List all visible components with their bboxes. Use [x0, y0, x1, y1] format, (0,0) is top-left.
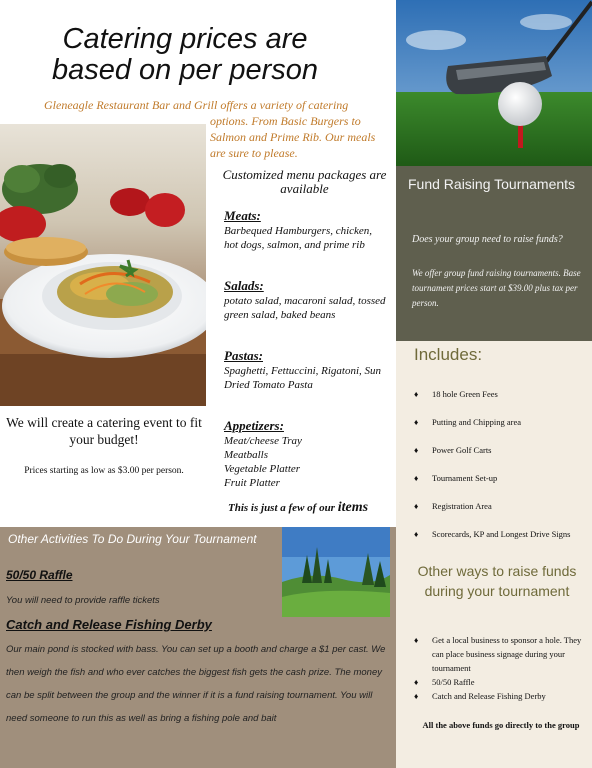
appetizers-heading: Appetizers:	[224, 418, 284, 433]
includes-item: ♦ Putting and Chipping area	[414, 417, 522, 427]
bullet-icon: ♦	[414, 691, 419, 701]
fundraising-panel	[396, 166, 592, 341]
budget-headline: We will create a catering event to fit your budget!	[6, 415, 202, 447]
fishing-derby-text: Our main pond is stocked with bass. You can set up a booth and charge a $1 per cast. We then weigh the fish and who ever catches the biggest fish gets the cash prize. The money can be split between the group and the winner if it is a fund raising tournament. You will need someone to run this as well as bring a fishing pole and bait	[6, 644, 386, 724]
menu-section-pastas	[224, 348, 388, 392]
bullet-icon: ♦	[414, 529, 419, 539]
bullet-icon: ♦	[414, 677, 419, 687]
pastas-text: Spaghetti, Fettuccini, Rigatoni, Sun Dried Tomato Pasta	[224, 365, 382, 391]
appetizer-item: Vegetable Platter	[224, 463, 301, 475]
fundraising-title: Fund Raising Tournaments	[408, 176, 576, 192]
page-headline	[30, 24, 340, 86]
fishing-derby-title: Catch and Release Fishing Derby	[6, 617, 212, 632]
other-ways-item: ♦ 50/50 Raffle	[414, 677, 475, 687]
appetizer-item: Fruit Platter	[224, 477, 280, 489]
salads-heading: Salads:	[224, 278, 264, 293]
all-funds-note: All the above funds go directly to the group	[422, 720, 580, 730]
bullet-icon: ♦	[414, 417, 419, 427]
bullet-icon: ♦	[414, 445, 419, 455]
includes-item: ♦ Scorecards, KP and Longest Drive Signs	[414, 529, 571, 539]
includes-panel	[396, 341, 592, 768]
bullet-icon: ♦	[414, 389, 419, 399]
intro-text: options. From Basic Burgers to Salmon and Prime Rib. Our meals are sure to please.	[210, 114, 376, 160]
menu-section-meats	[224, 208, 388, 252]
headline-line-1: Catering prices are	[62, 23, 308, 55]
appetizer-item: Meatballs	[224, 449, 268, 461]
salads-text: potato salad, macaroni salad, tossed green salad, baked beans	[224, 295, 386, 321]
fundraising-question: Does your group need to raise funds?	[412, 234, 563, 245]
bullet-icon: ♦	[414, 635, 419, 645]
meats-text: Barbequed Hamburgers, chicken, hot dogs, salmon, and prime rib	[224, 225, 373, 251]
includes-heading: Includes:	[414, 345, 483, 364]
other-ways-item: ♦ Get a local business to sponsor a hole. They can place business signage during your tournament	[414, 635, 582, 673]
menu-section-appetizers	[224, 418, 388, 490]
few-items-text: This is just a few of our	[228, 502, 338, 514]
bullet-icon: ♦	[414, 501, 419, 511]
price-from-text: Prices starting as low as $3.00 per person.	[24, 466, 184, 476]
raffle-title: 50/50 Raffle	[6, 568, 73, 582]
menu-packages-heading: Customized menu packages are available	[222, 167, 387, 196]
bullet-icon: ♦	[414, 473, 419, 483]
menu-section-salads	[224, 278, 388, 322]
few-items-note	[228, 500, 398, 516]
includes-item: ♦ Tournament Set-up	[414, 473, 498, 483]
appetizer-item: Meat/cheese Tray	[224, 435, 302, 447]
other-ways-item: ♦ Catch and Release Fishing Derby	[414, 691, 546, 701]
includes-item: ♦ 18 hole Green Fees	[414, 389, 498, 399]
headline-line-2: based on per person	[51, 54, 319, 86]
includes-item: ♦ Power Golf Carts	[414, 445, 492, 455]
food-plate-photo	[0, 124, 206, 406]
activities-heading: Other Activities To Do During Your Tournament	[8, 532, 257, 546]
includes-item: ♦ Registration Area	[414, 501, 492, 511]
few-items-word: items	[337, 500, 369, 515]
other-ways-heading: Other ways to raise funds during your tournament	[417, 563, 577, 599]
raffle-text: You will need to provide raffle tickets	[6, 595, 160, 606]
intro-line-1: Gleneagle Restaurant Bar and Grill offers a variety of catering	[44, 98, 349, 112]
fundraising-description: We offer group fund raising tournaments. Base tournament prices start at $39.00 plus tax per person.	[412, 268, 581, 308]
meats-heading: Meats:	[224, 208, 261, 223]
golf-club-ball-photo	[396, 0, 592, 166]
pastas-heading: Pastas:	[224, 348, 263, 363]
golf-course-photo	[282, 527, 390, 617]
